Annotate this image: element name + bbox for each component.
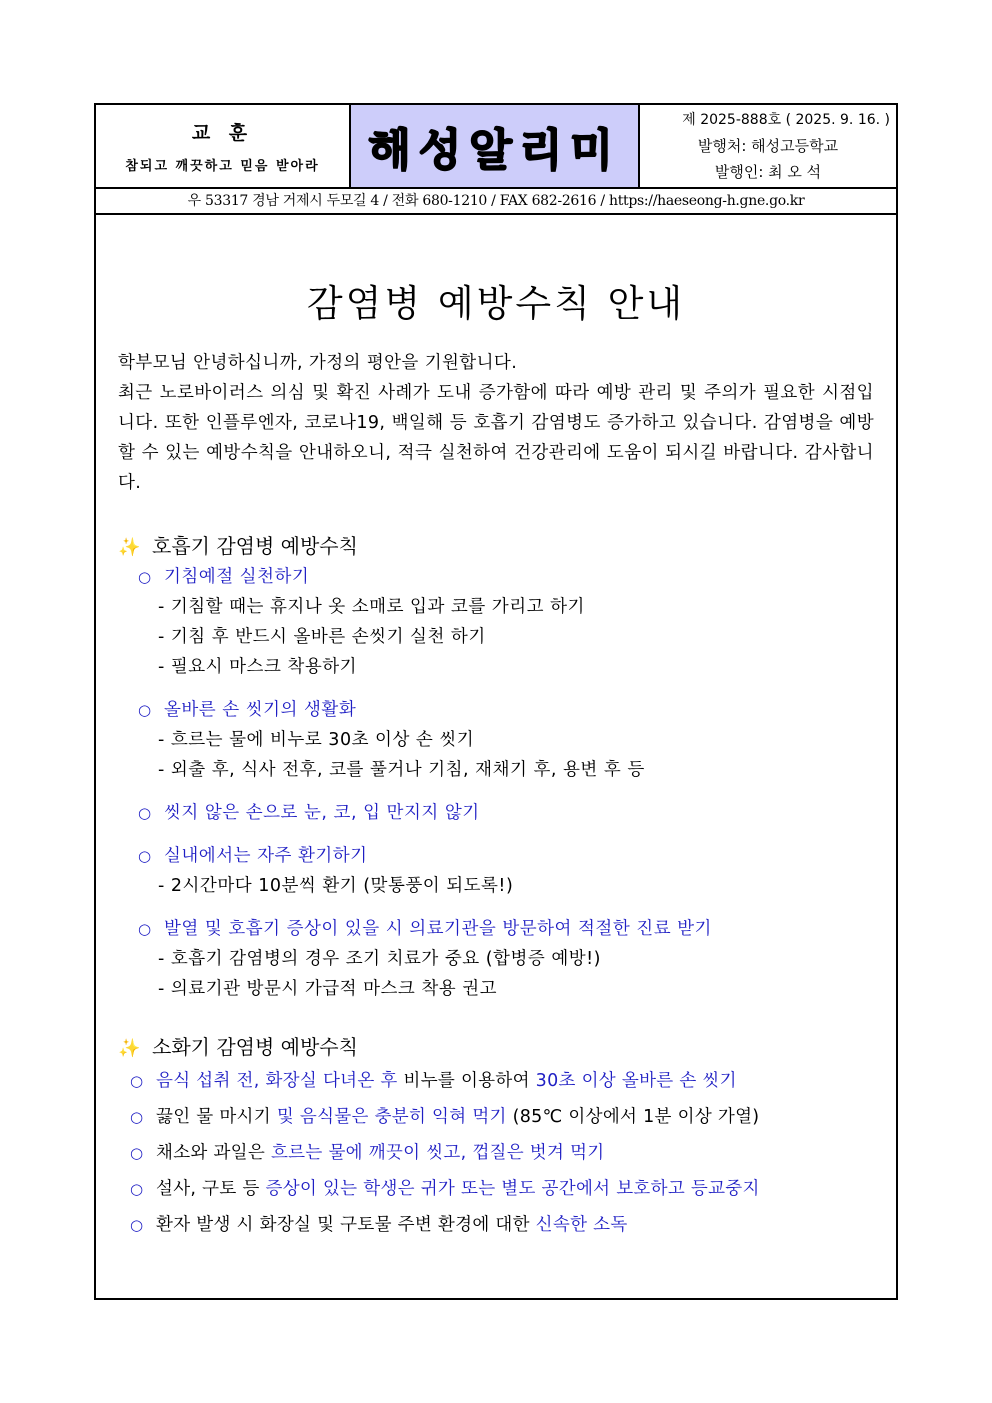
publisher: 발행처: 해성고등학교 [697, 137, 839, 155]
circle-bullet-icon: ○ [130, 1072, 144, 1090]
rule-item: ○ 끓인 물 마시기 및 음식물은 충분히 익혀 먹기 (85℃ 이상에서 1분 이상 가열) [118, 1099, 886, 1135]
rule-item: - 호흡기 감염병의 경우 조기 치료가 중요 (합병증 예방!) [158, 949, 601, 969]
circle-bullet-icon: ○ [130, 1216, 144, 1234]
issuer: 발행인: 최 오 석 [714, 163, 822, 181]
sparkle-icon: ✨ [118, 537, 141, 558]
circle-bullet-icon: ○ [138, 920, 152, 938]
rule-heading: ○ 실내에서는 자주 환기하기 [118, 841, 886, 871]
rule-item: ○ 음식 섭취 전, 화장실 다녀온 후 비누를 이용하여 30초 이상 올바른 손 씻기 [118, 1063, 886, 1099]
rule-item: - 기침 후 반드시 올바른 손씻기 실천 하기 [158, 627, 486, 647]
rule-item: ○ 환자 발생 시 화장실 및 구토물 주변 환경에 대한 신속한 소독 [118, 1207, 886, 1243]
circle-bullet-icon: ○ [138, 568, 152, 586]
school-motto [96, 105, 351, 187]
circle-bullet-icon: ○ [130, 1108, 144, 1126]
motto-text: 참되고 깨끗하고 믿음 받아라 [125, 159, 320, 174]
section-heading [118, 1031, 886, 1063]
issue-info [640, 105, 896, 187]
rule-item: - 외출 후, 식사 전후, 코를 풀거나 기침, 재채기 후, 용변 후 등 [158, 760, 645, 780]
digestive-section [118, 1031, 886, 1243]
sparkle-icon: ✨ [118, 1038, 141, 1059]
circle-bullet-icon: ○ [138, 701, 152, 719]
rule-item: - 필요시 마스크 착용하기 [158, 657, 358, 677]
section-heading [118, 530, 886, 562]
motto-title: 교 훈 [191, 122, 254, 144]
newsletter-page [94, 103, 898, 1300]
document-title: 감염병 예방수칙 안내 [306, 282, 686, 325]
issue-number: 제 2025-888호 ( 2025. 9. 16. ) [682, 112, 890, 128]
circle-bullet-icon: ○ [130, 1180, 144, 1198]
rule-heading: ○ 발열 및 호흡기 증상이 있을 시 의료기관을 방문하여 적절한 진료 받기 [118, 914, 886, 944]
respiratory-section [118, 530, 886, 1004]
address-bar: 우 53317 경남 거제시 두모길 4 / 전화 680-1210 / FAX 682-2616 / https://haeseong-h.gne.go.kr [96, 189, 896, 215]
circle-bullet-icon: ○ [138, 804, 152, 822]
rule-item: - 2시간마다 10분씩 환기 (맞통풍이 되도록!) [158, 876, 514, 896]
rule-item: - 흐르는 물에 비누로 30초 이상 손 씻기 [158, 730, 475, 750]
section-heading-text: 호흡기 감염병 예방수칙 [152, 534, 358, 558]
greeting: 학부모님 안녕하십니까, 가정의 평안을 기원합니다. [118, 353, 518, 373]
rule-item: - 의료기관 방문시 가급적 마스크 착용 권고 [158, 979, 498, 999]
newsletter-title-box [351, 105, 640, 187]
rule-item: - 기침할 때는 휴지나 옷 소매로 입과 코를 가리고 하기 [158, 597, 585, 617]
rule-item: ○ 채소와 과일은 흐르는 물에 깨끗이 씻고, 껍질은 벗겨 먹기 [118, 1135, 886, 1171]
rule-item: ○ 설사, 구토 등 증상이 있는 학생은 귀가 또는 별도 공간에서 보호하고 등교중지 [118, 1171, 886, 1207]
rule-heading: ○ 올바른 손 씻기의 생활화 [118, 695, 886, 725]
newsletter-title: 해성알리미 [368, 125, 621, 176]
rule-heading: ○ 씻지 않은 손으로 눈, 코, 입 만지지 않기 [118, 798, 886, 828]
rule-heading: ○ 기침예절 실천하기 [118, 562, 886, 592]
intro-text [118, 348, 874, 498]
section-heading-text: 소화기 감염병 예방수칙 [152, 1035, 358, 1059]
circle-bullet-icon: ○ [138, 847, 152, 865]
circle-bullet-icon: ○ [130, 1144, 144, 1162]
intro-paragraph: 최근 노로바이러스 의심 및 확진 사례가 도내 증가함에 따라 예방 관리 및 주의가 필요한 시점입니다. 또한 인플루엔자, 코로나19, 백일해 등 호흡기 감염병도 증가하고 있습니다. 감염병을 예방할 수 있는 예방수칙을 안내하오니, 적극 실천하여 건강관리에 도움이 되시길 바랍니다. 감사합니다. [118, 383, 874, 493]
masthead [96, 105, 896, 189]
